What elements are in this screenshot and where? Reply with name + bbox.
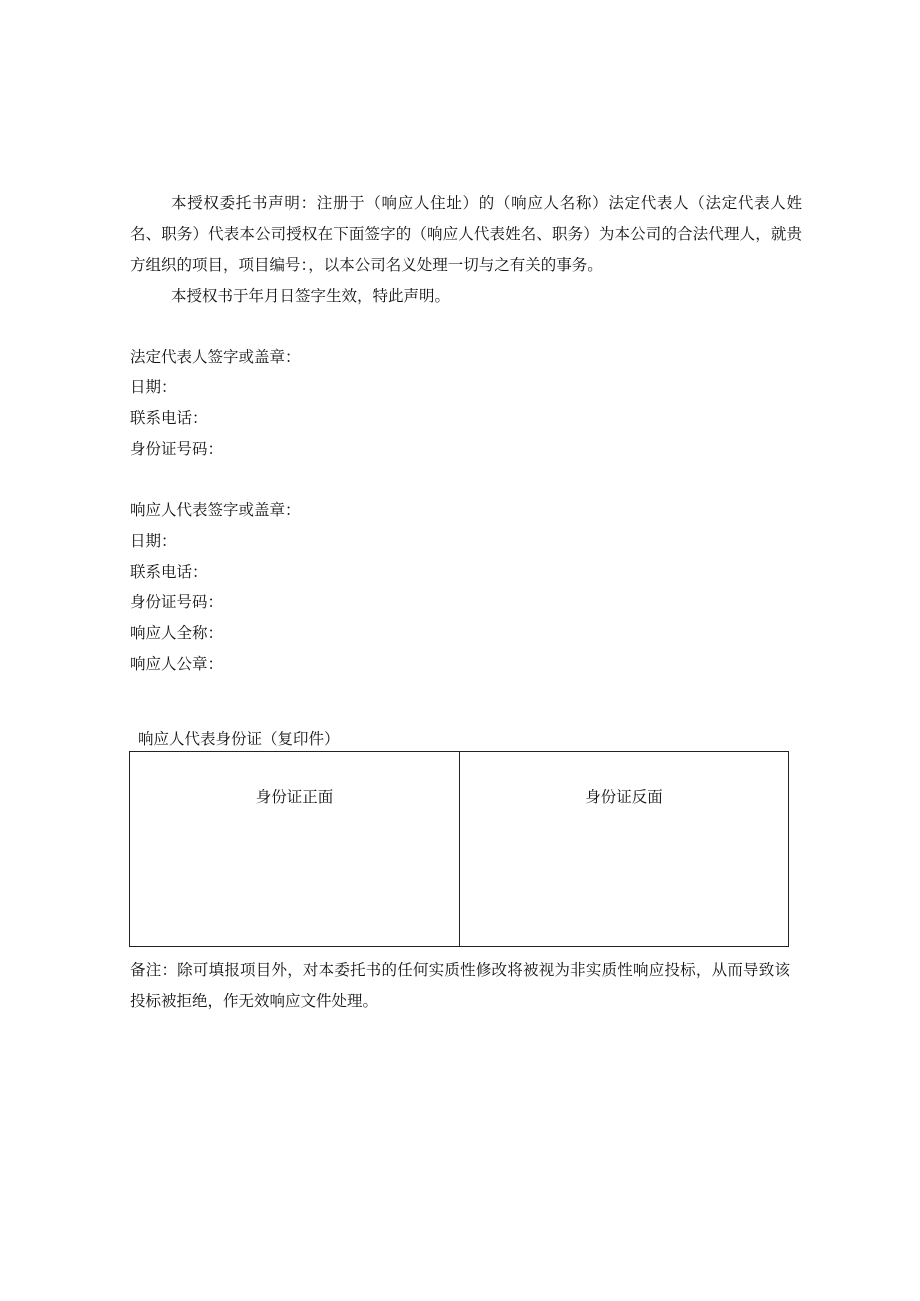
authorization-statement: 本授权委托书声明：注册于（响应人住址）的（响应人名称）法定代表人（法定代表人姓名、职务）代表本公司授权在下面签字的（响应人代表姓名、职务）为本公司的合法代理人，就贵方组织的项目，项目编号：，以本公司名义处理一切与之有关的事务。 xyxy=(130,194,802,274)
id-front-cell xyxy=(130,752,459,946)
id-back-cell xyxy=(459,752,788,946)
respondent-rep-signature-label: 响应人代表签字或盖章： xyxy=(130,501,301,519)
legal-rep-signature-label: 法定代表人签字或盖章： xyxy=(130,348,301,366)
effective-date-statement: 本授权书于年月日签字生效，特此声明。 xyxy=(171,287,451,305)
respondent-rep-phone-label: 联系电话： xyxy=(130,563,208,581)
respondent-rep-id-label: 身份证号码： xyxy=(130,593,224,611)
legal-rep-phone-label: 联系电话： xyxy=(130,409,208,427)
respondent-seal-label: 响应人公章： xyxy=(130,655,224,673)
id-front-label: 身份证正面 xyxy=(255,788,334,806)
respondent-full-name-label: 响应人全称： xyxy=(130,624,224,642)
remark-note: 备注：除可填报项目外，对本委托书的任何实质性修改将被视为非实质性响应投标，从而导致该投标被拒绝，作无效响应文件处理。 xyxy=(130,961,790,1010)
legal-rep-id-label: 身份证号码： xyxy=(130,440,224,458)
id-copy-caption: 响应人代表身份证（复印件） xyxy=(138,730,340,748)
id-back-label: 身份证反面 xyxy=(585,788,663,806)
id-copy-table xyxy=(129,751,789,947)
respondent-rep-date-label: 日期： xyxy=(130,532,177,550)
legal-rep-date-label: 日期： xyxy=(130,378,177,396)
